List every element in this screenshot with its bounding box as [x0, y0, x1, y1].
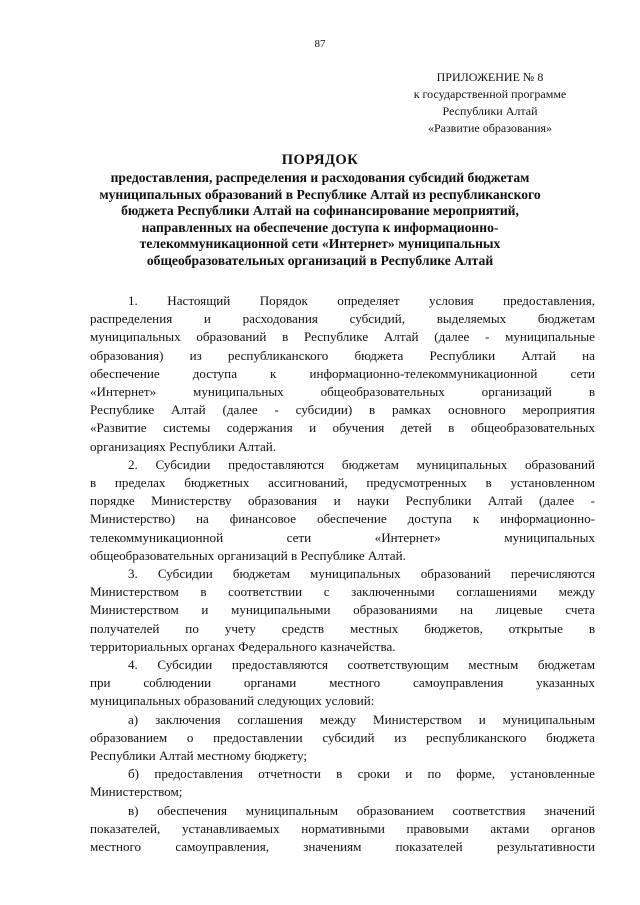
page-number: 87: [314, 38, 326, 50]
paragraph-line: 4. Субсидии предоставляются соответствующим местным бюджетам: [128, 657, 595, 673]
paragraph-line: Министерством и муниципальными образованиями на лицевые счета: [90, 602, 595, 618]
subtitle-line: муниципальных образований в Республике Алтай из республиканского: [99, 186, 541, 202]
subtitle-line: направленных на обеспечение доступа к информационно-: [141, 219, 499, 235]
subtitle-line: общеобразовательных организаций в Республике Алтай: [146, 252, 494, 268]
paragraph-line: территориальных органах Федерального казначейства.: [90, 638, 396, 654]
paragraph-line: Министерством;: [90, 784, 183, 800]
appendix-program-name: «Развитие образования»: [427, 121, 553, 135]
appendix-program-ref: к государственной программе: [413, 87, 567, 101]
paragraph-line: общеобразовательных организаций в Республике Алтай.: [90, 547, 406, 563]
appendix-label: ПРИЛОЖЕНИЕ № 8: [436, 70, 544, 84]
paragraph-line: Министерством в соответствии с заключенными соглашениями между: [90, 584, 595, 600]
subtitle-line: предоставления, распределения и расходования субсидий бюджетам: [110, 170, 530, 185]
paragraph: [90, 656, 595, 711]
paragraph-line: образованием о предоставлении субсидий из республиканского бюджета: [90, 729, 595, 745]
paragraph: [90, 565, 595, 656]
paragraph-line: Республике Алтай (далее - субсидии) в рамках основного мероприятия: [90, 402, 595, 418]
paragraph-line: в пределах бюджетных ассигнований, предусмотренных в установленном: [90, 475, 595, 491]
paragraph-line: получателей по учету средств местных бюджетов, открытые в: [90, 620, 595, 636]
paragraph: [90, 292, 595, 456]
paragraph-line: в) обеспечения муниципальным образованием соответствия значений: [128, 802, 595, 818]
paragraph-line: а) заключения соглашения между Министерством и муниципальным: [128, 711, 595, 727]
paragraph-line: Республики Алтай местному бюджету;: [90, 748, 307, 764]
paragraph-line: муниципальных образований следующих условий:: [90, 693, 375, 709]
paragraph: [90, 711, 595, 766]
paragraph-line: при соблюдении органами местного самоуправления указанных: [90, 675, 595, 691]
paragraph-line: «Развитие системы содержания и обучения детей в общеобразовательных: [90, 420, 595, 436]
paragraph-line: организациях Республики Алтай.: [90, 438, 277, 454]
paragraph-line: 1. Настоящий Порядок определяет условия предоставления,: [128, 293, 595, 308]
paragraph-line: порядке Министерству образования и науки Республики Алтай (далее -: [90, 493, 595, 509]
paragraph-line: показателей, устанавливаемых нормативными правовыми актами органов: [90, 820, 595, 836]
paragraph: [90, 456, 595, 565]
paragraph-line: местного самоуправления, значениям показателей результативности: [90, 839, 595, 855]
paragraph: [90, 802, 595, 857]
paragraph-line: 2. Субсидии предоставляются бюджетам муниципальных образований: [128, 456, 595, 472]
paragraph: [90, 765, 595, 801]
subtitle-line: бюджета Республики Алтай на софинансирование мероприятий,: [121, 203, 519, 219]
paragraph-line: муниципальных образований в Республике Алтай (далее - муниципальные: [90, 329, 595, 345]
document-body: [90, 292, 595, 856]
paragraph-line: распределения и расходования субсидий, выделяемых бюджетам: [90, 311, 595, 327]
subtitle-line: телекоммуникационной сети «Интернет» муниципальных: [139, 236, 501, 252]
paragraph-line: «Интернет» муниципальных общеобразовательных организаций в: [90, 384, 595, 400]
paragraph-line: образования) из республиканского бюджета Республики Алтай на: [90, 347, 595, 363]
appendix-region: Республики Алтай: [442, 104, 538, 118]
paragraph-line: обеспечение доступа к информационно-телекоммуникационной сети: [90, 365, 595, 381]
document-subtitle: [82, 170, 558, 270]
document-title: ПОРЯДОК: [281, 152, 359, 168]
paragraph-line: б) предоставления отчетности в сроки и по форме, установленные: [128, 766, 595, 782]
paragraph-line: Министерство) на финансовое обеспечение доступа к информационно-: [90, 511, 595, 527]
paragraph-line: телекоммуникационной сети «Интернет» муниципальных: [90, 529, 595, 545]
appendix-header: [380, 69, 600, 137]
paragraph-line: 3. Субсидии бюджетам муниципальных образований перечисляются: [128, 566, 595, 582]
